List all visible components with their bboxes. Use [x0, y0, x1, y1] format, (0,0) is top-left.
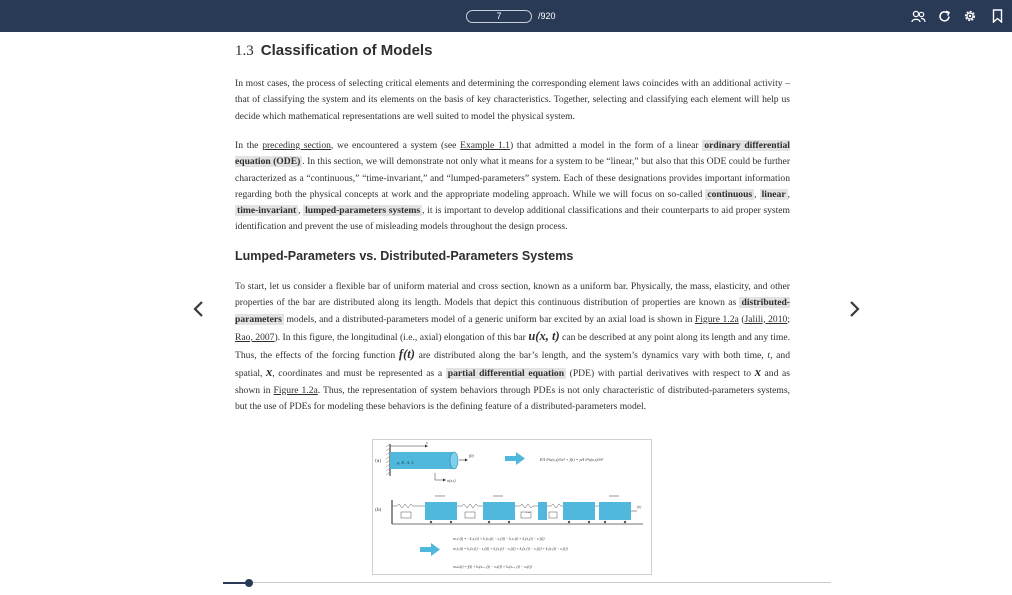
section-title: Classification of Models — [260, 42, 433, 59]
svg-text:EA ∂²u(x,t)/∂x² + f(t) = ρA ∂²: EA ∂²u(x,t)/∂x² + f(t) = ρA ∂²u(x,t)/∂t² — [540, 457, 604, 462]
chevron-left-icon — [192, 300, 204, 318]
reading-progress-handle[interactable] — [245, 579, 253, 587]
link-rao-2007[interactable]: Rao, 2007 — [235, 331, 275, 343]
next-page-button[interactable] — [845, 296, 865, 322]
svg-text:f(t): f(t) — [637, 505, 642, 509]
svg-text:f(t): f(t) — [469, 453, 474, 458]
svg-text:mₙẍₙ(t) = f(t) + kₙ(xₙ₋₁(t) −: mₙẍₙ(t) = f(t) + kₙ(xₙ₋₁(t) − xₙ(t)) + kₙ(xₙ₋₁(t) − xₙ(t)) — [453, 565, 532, 569]
section-number: 1.3 — [235, 43, 254, 59]
chevron-right-icon — [849, 300, 861, 318]
glossary-distributed-parameters[interactable]: distributed-parameters — [235, 297, 790, 325]
glossary-ode[interactable]: ordinary differential equation (ODE) — [235, 140, 790, 168]
link-example-1-1[interactable]: Example 1.1 — [460, 140, 510, 151]
svg-text:x: x — [426, 440, 428, 445]
glossary-linear[interactable]: linear — [761, 188, 786, 200]
reading-progress-track[interactable] — [223, 582, 831, 583]
math-x: x — [266, 365, 273, 380]
glossary-continuous[interactable]: continuous — [707, 188, 753, 200]
bookmark-icon[interactable] — [989, 8, 1005, 24]
section-heading — [235, 42, 432, 60]
page-number-input[interactable]: 7 — [466, 10, 532, 23]
svg-text:...: ... — [526, 509, 531, 515]
svg-text:m₁ẍ₁(t) = −k₁x₁(t) + k₂(x₂(t): m₁ẍ₁(t) = −k₁x₁(t) + k₂(x₂(t) − x₁(t)) − k₁x₁(t) + k₂(x₂(t) − x₁(t)) — [453, 537, 545, 541]
page-total-label: /920 — [538, 11, 556, 21]
paragraph-distributed: To start, let us consider a flexible bar of uniform material and cross section, known as a uniform bar. Physically, the mass, elasticity, and other properties of the bar are distributed along its length. Models that depict this continuous distribution of properties are known as distributed-parameters models, and a distributed-parameters model of a generic uniform bar excited by an axial load is shown in Figure 1.2a (Jalili, 2010; Rao, 2007). In this figure, the longitudinal (i.e., axial) elongation of this bar u(x, t) can be described at any point along its length and any time. Thus, the effects of the forcing function f(t) are distributed along the bar’s length, and the system’s dynamics vary with both time, t, and spatial, x, coordinates and must be represented as a partial differential equation (PDE) with partial derivatives with respect to x and as shown in Figure 1.2a. Thus, the representation of system behaviors through PDEs is not only characteristic of distributed-parameters systems, but the use of PDEs for modeling these behaviors is the defining feature of a distributed-parameters model. — [235, 281, 791, 413]
figure-diagram — [373, 440, 651, 574]
glossary-time-invariant[interactable]: time-invariant — [237, 205, 297, 217]
link-figure-1-2a[interactable]: Figure 1.2a — [273, 384, 318, 396]
svg-text:u(x,t): u(x,t) — [447, 478, 456, 483]
paragraph-classification: In the preceding section, we encountered a system (see Example 1.1) that admitted a model in the form of a linear ordinary differential equation (ODE) . In this section, we will demonstrate not only what it means for a system to be “linear,” but also that this ODE could be further characterized as a “continuous,” “time-invariant,” and “lumped-parameters” system. Each of these designations provides important information regarding both the physical concepts at work and the appropriate modeling approach. While we will focus on so-called continuous , linear , time-invariant , lumped-parameters systems , it is important to develop additional classifications and their counterparts to aid proper system identification and prevent the use of misleading models throughout the design process. — [235, 140, 791, 233]
refresh-icon[interactable] — [936, 8, 952, 24]
math-u-x-t: u(x, t) — [528, 328, 560, 343]
link-figure-1-2a[interactable]: Figure 1.2a — [694, 313, 739, 325]
subsection-heading: Lumped-Parameters vs. Distributed-Parameters Systems — [235, 249, 574, 263]
top-toolbar — [0, 0, 1012, 32]
previous-page-button[interactable] — [188, 296, 208, 322]
math-x: x — [754, 365, 761, 380]
math-f-t: f(t) — [398, 347, 415, 362]
svg-text:(a): (a) — [375, 459, 382, 464]
gear-icon[interactable] — [962, 8, 978, 24]
svg-text:ρ, E, A, L: ρ, E, A, L — [397, 460, 414, 465]
svg-text:(b): (b) — [375, 508, 382, 513]
paragraph-intro: In most cases, the process of selecting critical elements and determining the corresponding element laws coincides with an additional activity – that of classifying the system and its elements on the basis of key characteristics. Together, selecting and classifying each element will help us decide which mathematical representations are well suited to model the physical system. — [235, 78, 790, 122]
svg-text:m₂ẍ₂(t) = k₂(x₁(t) − x₂(t)) +: m₂ẍ₂(t) = k₂(x₁(t) − x₂(t)) + k₃(x₃(t) − x₂(t)) + k₂(x₁(t) − x₂(t)) + k₃(x₃(t) − x₂(t)) — [453, 547, 568, 551]
figure-1-2[interactable] — [372, 439, 652, 575]
link-preceding-section[interactable]: preceding section — [262, 140, 331, 151]
link-jalili-2010[interactable]: Jalili, 2010 — [744, 313, 788, 325]
glossary-lumped-parameters[interactable]: lumped-parameters systems — [305, 205, 421, 217]
glossary-pde[interactable]: partial differential equation — [447, 368, 565, 380]
people-icon[interactable] — [910, 8, 926, 24]
